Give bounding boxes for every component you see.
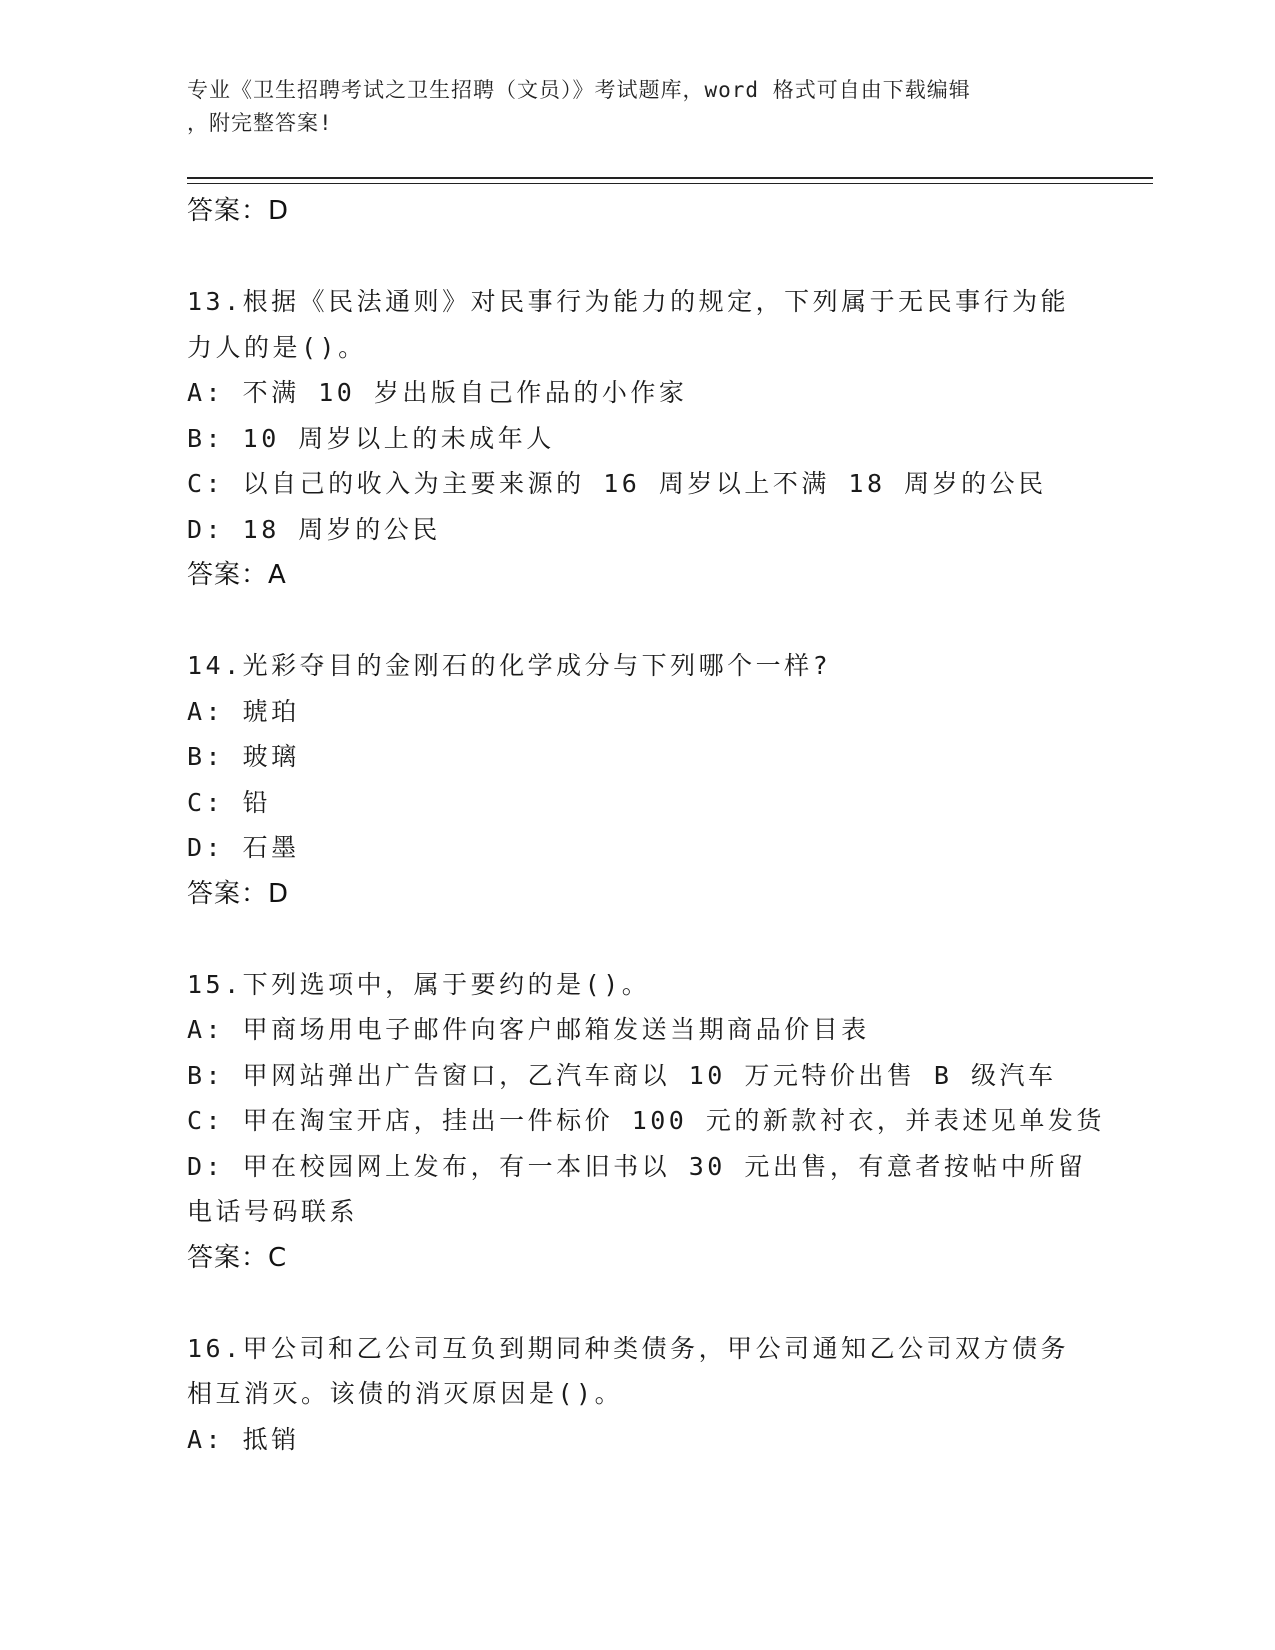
option-c: C: 以自己的收入为主要来源的 16 周岁以上不满 18 周岁的公民 xyxy=(187,469,1047,498)
option-c: C: 甲在淘宝开店，挂出一件标价 100 元的新款衬衣，并表述见单发货 xyxy=(187,1106,1105,1135)
question-16 xyxy=(187,1326,1087,1463)
option-a: A: 抵销 xyxy=(187,1424,300,1454)
option-a: A: 甲商场用电子邮件向客户邮箱发送当期商品价目表 xyxy=(187,1015,870,1044)
question-stem: 力人的是()。 xyxy=(187,332,367,362)
answer-line: 答案：D xyxy=(187,196,290,226)
question-stem: 14.光彩夺目的金刚石的化学成分与下列哪个一样? xyxy=(187,651,832,680)
option-d: D: 18 周岁的公民 xyxy=(187,514,441,544)
document-body xyxy=(187,188,1105,1462)
question-14 xyxy=(187,643,1087,917)
question-stem: 16.甲公司和乙公司互负到期同种类债务，甲公司通知乙公司双方债务 xyxy=(187,1333,1070,1363)
spacer xyxy=(187,598,1087,643)
spacer xyxy=(187,1281,1087,1326)
question-stem: 相互消灭。该债的消灭原因是()。 xyxy=(187,1379,624,1408)
answer-line: 答案：A xyxy=(187,560,287,590)
option-b: B: 玻璃 xyxy=(187,742,300,771)
option-d: D: 石墨 xyxy=(187,833,300,862)
question-13 xyxy=(187,279,1087,598)
question-stem: 15.下列选项中，属于要约的是()。 xyxy=(187,969,651,999)
header-line-1: 专业《卫生招聘考试之卫生招聘（文员）》考试题库，word 格式可自由下载编辑 xyxy=(187,78,971,102)
option-c: C: 铅 xyxy=(187,787,272,817)
option-d: D: 甲在校园网上发布，有一本旧书以 30 元出售，有意者按帖中所留 xyxy=(187,1151,1087,1181)
spacer xyxy=(187,917,1087,962)
header-line-2: ，附完整答案! xyxy=(187,111,333,135)
spacer xyxy=(187,234,1087,279)
answer-line: 答案：D xyxy=(187,878,290,909)
option-a: A: 不满 10 岁出版自己作品的小作家 xyxy=(187,378,688,407)
option-b: B: 10 周岁以上的未成年人 xyxy=(187,423,555,453)
option-b: B: 甲网站弹出广告窗口，乙汽车商以 10 万元特价出售 B 级汽车 xyxy=(187,1060,1057,1090)
document-header xyxy=(187,74,1067,140)
question-15 xyxy=(187,962,1105,1281)
question-stem: 13.根据《民法通则》对民事行为能力的规定，下列属于无民事行为能 xyxy=(187,287,1070,316)
option-a: A: 琥珀 xyxy=(187,696,300,726)
answer-line: 答案：C xyxy=(187,1242,288,1273)
header-rule-thin xyxy=(187,183,1153,184)
header-rule-thick xyxy=(187,177,1153,179)
option-d-continued: 电话号码联系 xyxy=(187,1197,359,1226)
